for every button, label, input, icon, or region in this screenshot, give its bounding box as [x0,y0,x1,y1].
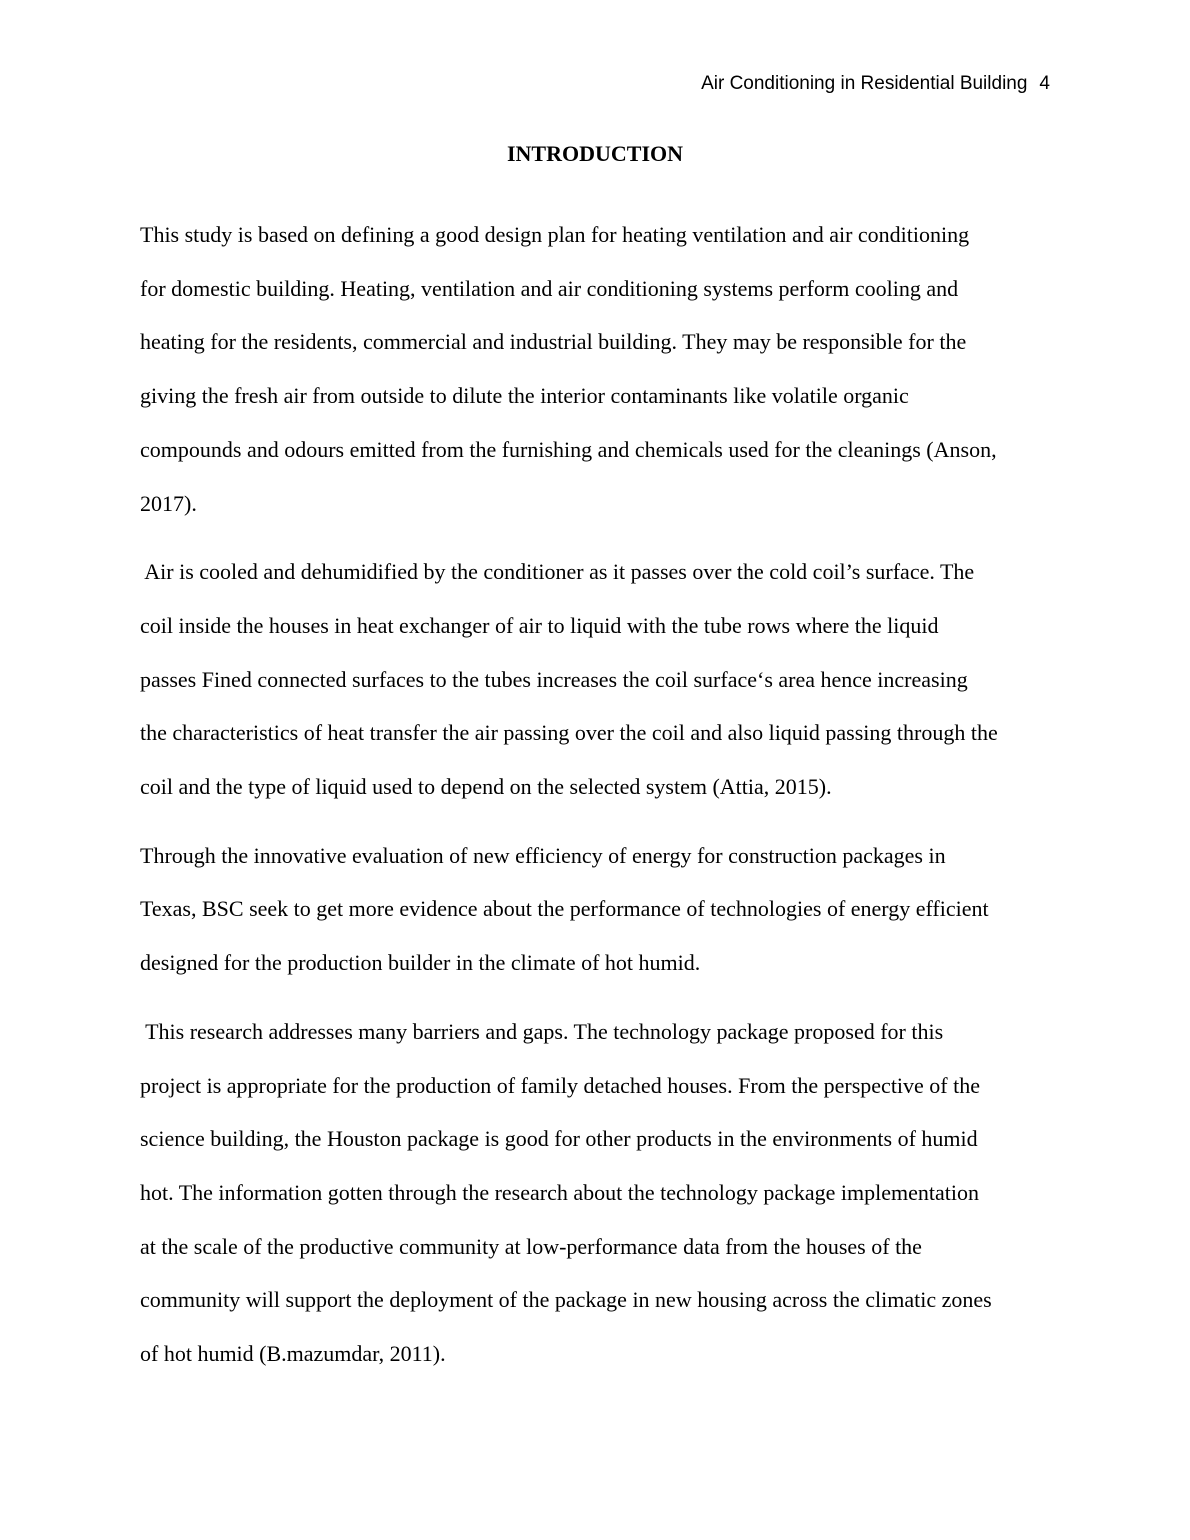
running-header-title: Air Conditioning in Residential Building [701,73,1028,94]
paragraph-3 [140,829,1050,990]
paragraph-line: coil and the type of liquid used to depend on the selected system (Attia, 2015). [140,774,832,800]
paragraph-line: project is appropriate for the production of family detached houses. From the perspective of the [140,1072,981,1098]
paragraph-line: This research addresses many barriers and gaps. The technology package proposed for this [140,1018,944,1044]
document-body [140,138,1050,1396]
paragraph-line: giving the fresh air from outside to dilute the interior contaminants like volatile organic [140,383,909,409]
paragraph-1 [140,208,1050,530]
paragraph-line: heating for the residents, commercial and industrial building. They may be responsible for the [140,329,967,355]
paragraph-line: hot. The information gotten through the research about the technology package implementation [140,1179,980,1205]
paragraph-line: This study is based on defining a good design plan for heating ventilation and air conditioning [140,222,970,247]
paragraph-line: Air is cooled and dehumidified by the conditioner as it passes over the cold coil’s surface. The [140,559,975,585]
section-title: INTRODUCTION [506,141,684,166]
paragraph-line: compounds and odours emitted from the furnishing and chemicals used for the cleanings (Anson, [140,436,997,462]
paragraph-2 [140,545,1050,814]
paragraph-line: community will support the deployment of the package in new housing across the climatic zones [140,1287,992,1313]
paragraph-line: of hot humid (B.mazumdar, 2011). [140,1341,446,1367]
paragraph-4 [140,1005,1050,1381]
running-header [701,72,1050,96]
paragraph-line: coil inside the houses in heat exchanger of air to liquid with the tube rows where the liquid [140,612,939,638]
paragraph-line: at the scale of the productive community at low-performance data from the houses of the [140,1233,922,1259]
paragraph-line: 2017). [140,490,197,516]
paragraph-line: passes Fined connected surfaces to the tubes increases the coil surface‘s area hence increasing [140,666,968,692]
paragraph-line: designed for the production builder in the climate of hot humid. [140,950,701,976]
paragraph-line: the characteristics of heat transfer the air passing over the coil and also liquid passing through the [140,720,998,746]
paragraph-line: science building, the Houston package is good for other products in the environments of humid [140,1126,978,1152]
page-number: 4 [1039,73,1050,94]
paragraph-line: Texas, BSC seek to get more evidence about the performance of technologies of energy efficient [140,896,989,922]
paragraph-line: for domestic building. Heating, ventilation and air conditioning systems perform cooling and [140,275,959,301]
paragraph-line: Through the innovative evaluation of new efficiency of energy for construction packages in [140,842,946,868]
